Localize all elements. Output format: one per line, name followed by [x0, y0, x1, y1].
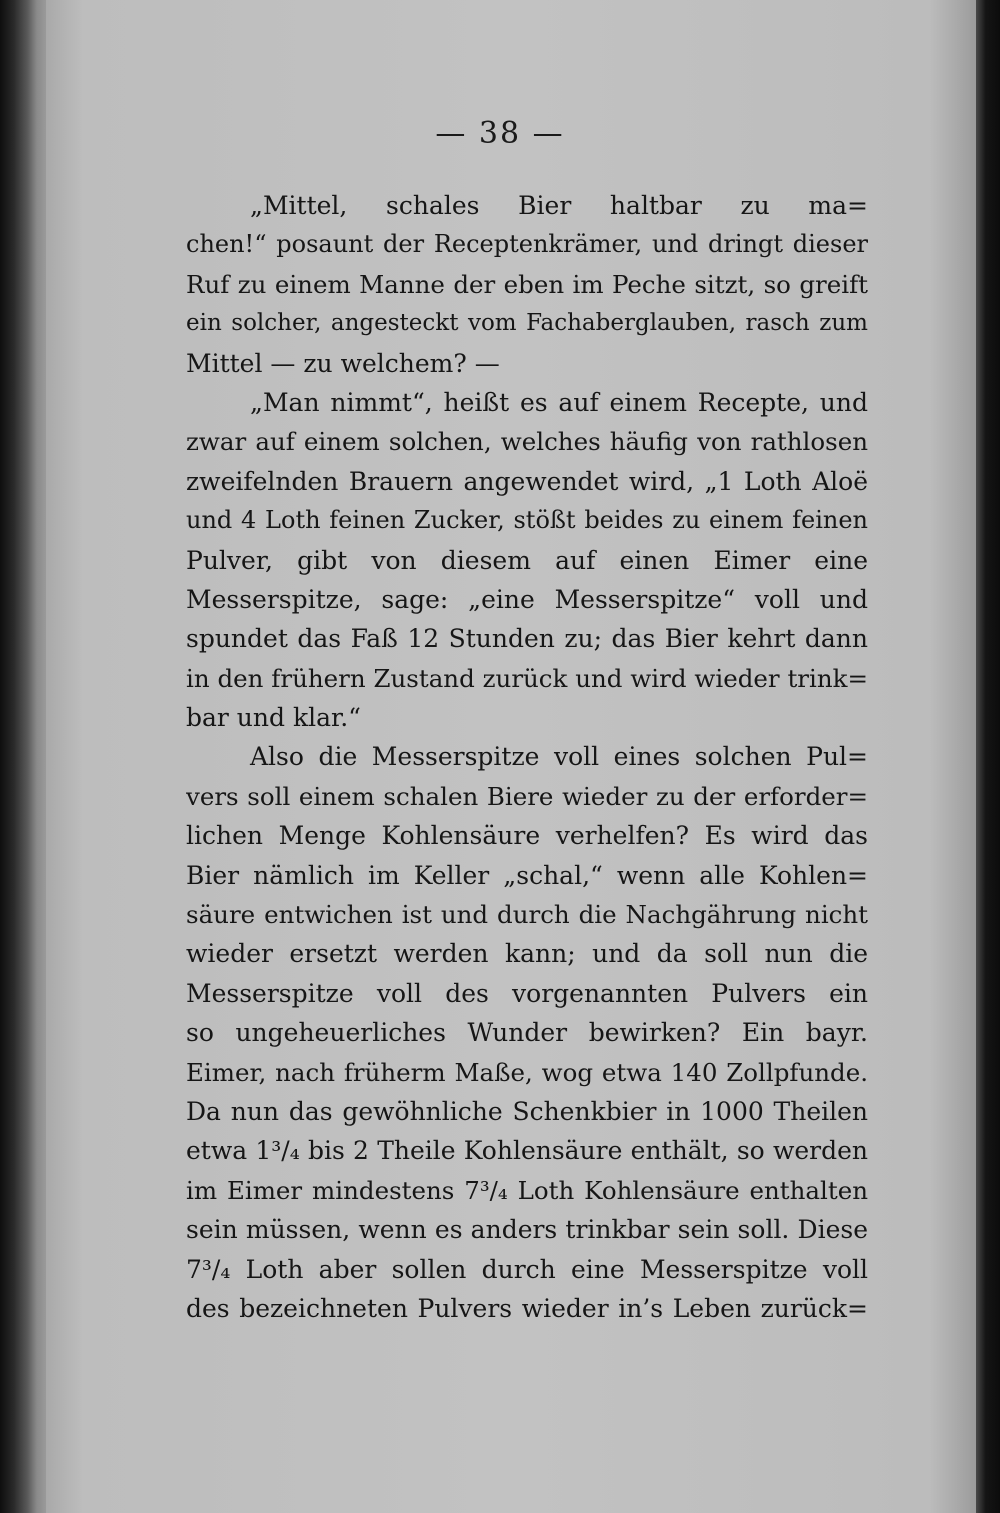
text-line: in den frühern Zustand zurück und wird wieder trink= [186, 663, 868, 693]
text-line: vers soll einem schalen Biere wieder zu der erforder= [186, 781, 868, 811]
text-line: des bezeichneten Pulvers wieder in’s Leben zurück= [186, 1293, 868, 1323]
text-line: Da nun das gewöhnliche Schenkbier in 1000 Theilen [186, 1096, 868, 1126]
text-line: zwar auf einem solchen, welches häufig von rathlosen [186, 427, 868, 457]
page-number: — 38 — [435, 116, 565, 151]
text-line: „Man nimmt“, heißt es auf einem Recepte, und [250, 387, 868, 417]
text-line: und 4 Loth feinen Zucker, stößt beides zu einem feinen [186, 506, 868, 535]
text-line: chen!“ posaunt der Receptenkrämer, und dringt dieser [186, 230, 868, 259]
text-line: Also die Messerspitze voll eines solchen Pul= [250, 742, 868, 772]
body-text [186, 186, 868, 1328]
text-line: „Mittel, schales Bier haltbar zu ma= [250, 191, 868, 220]
text-line: Ruf zu einem Manne der eben im Peche sitzt, so greift [186, 269, 868, 299]
page-gutter-shadow [976, 0, 1000, 1513]
text-line: Mittel — zu welchem? — [186, 348, 500, 378]
text-line: Messerspitze voll des vorgenannten Pulvers ein [186, 978, 868, 1008]
text-line: säure entwichen ist und durch die Nachgährung nicht [186, 900, 868, 930]
text-line: sein müssen, wenn es anders trinkbar sein soll. Diese [186, 1215, 868, 1245]
text-line: lichen Menge Kohlensäure verhelfen? Es wird das [186, 821, 868, 851]
text-line: Pulver, gibt von diesem auf einen Eimer eine [186, 545, 868, 575]
text-line: Eimer, nach früherm Maße, wog etwa 140 Zollpfunde. [186, 1057, 868, 1087]
text-line: wieder ersetzt werden kann; und da soll nun die [186, 939, 868, 969]
book-spine-edge [0, 0, 46, 1513]
text-line: ein solcher, angesteckt vom Fachaberglauben, rasch zum [186, 310, 868, 337]
text-line: spundet das Faß 12 Stunden zu; das Bier kehrt dann [186, 624, 868, 654]
text-line: Messerspitze, sage: „eine Messerspitze“ voll und [186, 584, 868, 614]
text-line: zweifelnden Brauern angewendet wird, „1 Loth Aloë [186, 466, 868, 496]
text-line: so ungeheuerliches Wunder bewirken? Ein bayr. [186, 1018, 868, 1048]
text-line: im Eimer mindestens 7³/₄ Loth Kohlensäure enthalten [186, 1175, 868, 1205]
text-line: Bier nämlich im Keller „schal,“ wenn alle Kohlen= [186, 860, 868, 890]
text-line: bar und klar.“ [186, 703, 361, 733]
text-line: 7³/₄ Loth aber sollen durch eine Messerspitze voll [186, 1254, 868, 1284]
text-line: etwa 1³/₄ bis 2 Theile Kohlensäure enthält, so werden [186, 1136, 868, 1166]
